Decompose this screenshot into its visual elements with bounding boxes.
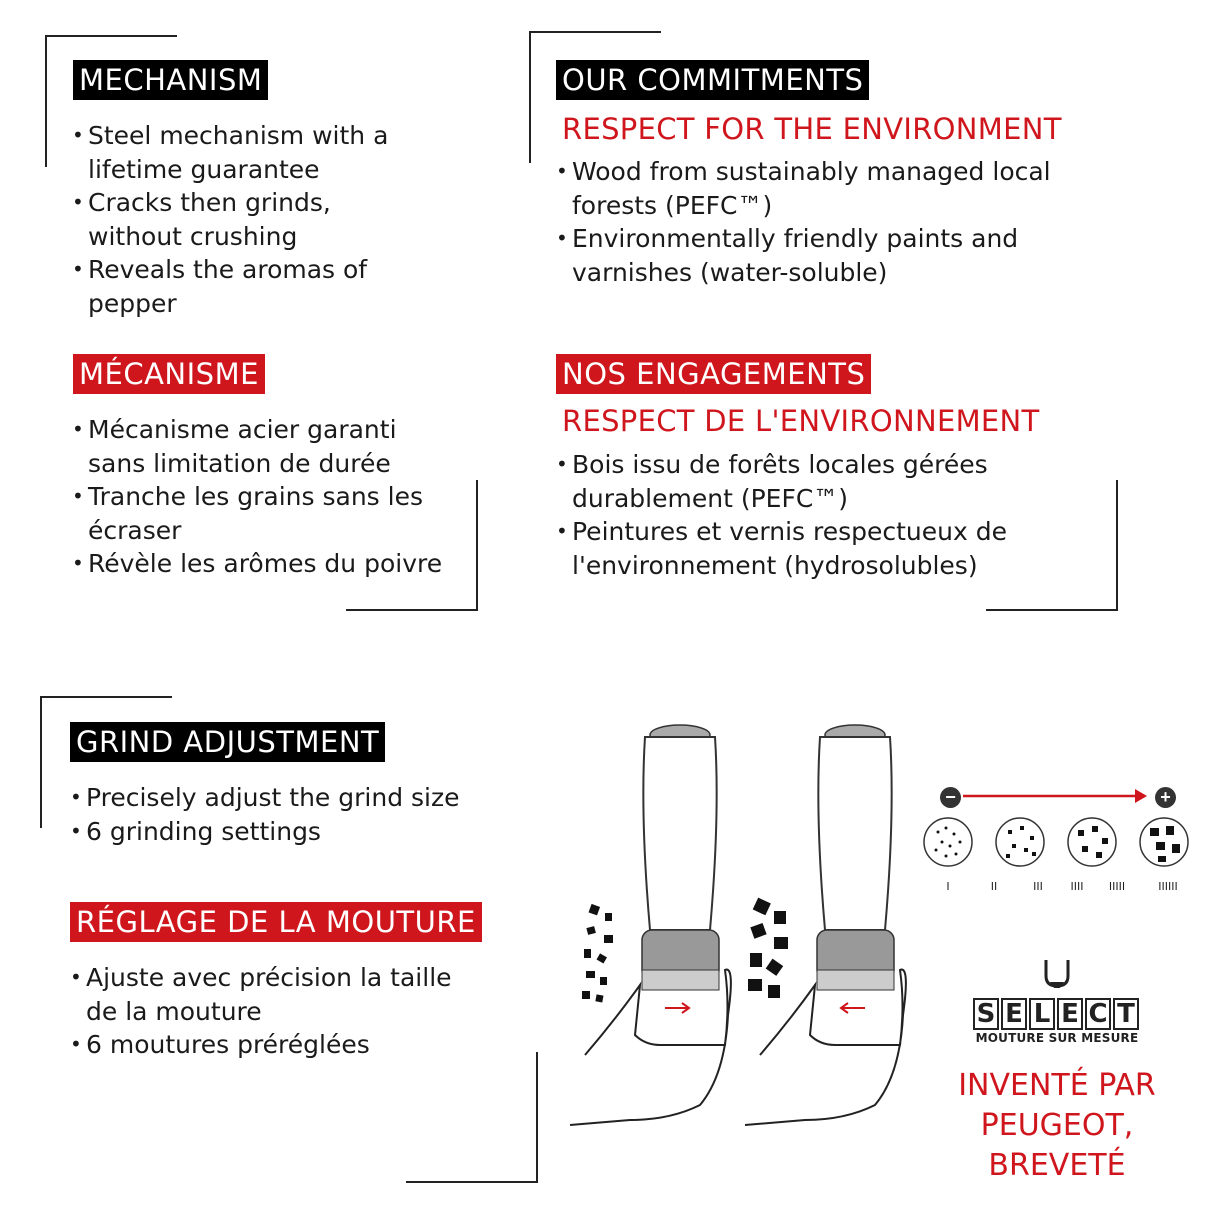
pepper-mill-right — [745, 725, 906, 1125]
commitments-list — [556, 155, 1096, 289]
invented-line: PEUGEOT, — [980, 1108, 1134, 1143]
logo-letter: T — [1113, 998, 1139, 1030]
grind-scale-arrow — [935, 783, 1185, 809]
engagements-list — [556, 448, 1096, 582]
pepper-mill-left — [570, 725, 731, 1125]
mechanism-heading: MECHANISM — [73, 60, 268, 100]
pepper-mill-illustration — [560, 715, 940, 1145]
reglage-heading: RÉGLAGE DE LA MOUTURE — [70, 902, 482, 942]
list-item: • 6 grinding settings — [70, 815, 510, 849]
list-item: • 6 moutures préréglées — [70, 1028, 490, 1062]
list-item: • Steel mechanism with a lifetime guarantee — [72, 119, 392, 186]
invented-line: INVENTÉ PAR — [958, 1068, 1156, 1103]
logo-letter: E — [1057, 998, 1083, 1030]
setting-label: II — [990, 880, 998, 893]
list-item: • Peintures et vernis respectueux de l'environnement (hydrosolubles) — [556, 515, 1042, 582]
list-item: • Tranche les grains sans les écraser — [72, 480, 448, 547]
list-item: • Mécanisme acier garanti sans limitation de durée — [72, 413, 428, 480]
minus-icon: − — [940, 787, 961, 808]
list-item: • Révèle les arômes du poivre — [72, 547, 472, 581]
mechanism-list — [72, 119, 392, 320]
list-item: • Ajuste avec précision la taille de la mouture — [70, 961, 476, 1028]
commitments-subtitle: RESPECT FOR THE ENVIRONMENT — [562, 112, 1062, 146]
mecanisme-heading: MÉCANISME — [73, 354, 265, 394]
grind-list — [70, 781, 510, 848]
reglage-list — [70, 961, 490, 1062]
logo-letter: L — [1029, 998, 1055, 1030]
logo-tagline: MOUTURE SUR MESURE — [975, 1031, 1139, 1045]
mecanisme-list — [72, 413, 472, 581]
engagements-subtitle: RESPECT DE L'ENVIRONNEMENT — [562, 404, 1040, 438]
list-item: • Bois issu de forêts locales gérées durablement (PEFC™) — [556, 448, 1012, 515]
list-item: • Environmentally friendly paints and varnishes (water-soluble) — [556, 222, 1052, 289]
setting-label: IIIIII — [1158, 880, 1178, 893]
plus-icon: + — [1155, 787, 1176, 808]
setting-label: IIII — [1070, 880, 1084, 893]
setting-label: IIIII — [1108, 880, 1126, 893]
invented-by-peugeot — [930, 1066, 1184, 1186]
ground-pepper-fine — [582, 904, 613, 1003]
list-item: • Wood from sustainably managed local forests (PEFC™) — [556, 155, 1082, 222]
engagements-heading: NOS ENGAGEMENTS — [556, 354, 871, 394]
setting-label: I — [946, 880, 950, 893]
grind-size-samples — [920, 812, 1200, 872]
u-select-logo-icon — [1042, 958, 1072, 988]
grind-heading: GRIND ADJUSTMENT — [70, 722, 385, 762]
commitments-heading: OUR COMMITMENTS — [556, 60, 869, 100]
setting-label: III — [1033, 880, 1043, 893]
frame-corner — [406, 1052, 538, 1183]
list-item: • Cracks then grinds, without crushing — [72, 186, 392, 253]
logo-letter: E — [1001, 998, 1027, 1030]
list-item: • Precisely adjust the grind size — [70, 781, 510, 815]
logo-letter: C — [1085, 998, 1111, 1030]
logo-letter: S — [973, 998, 999, 1030]
ground-pepper-coarse — [748, 898, 788, 998]
list-item: • Reveals the aromas of pepper — [72, 253, 392, 320]
invented-line: BREVETÉ — [988, 1148, 1126, 1183]
